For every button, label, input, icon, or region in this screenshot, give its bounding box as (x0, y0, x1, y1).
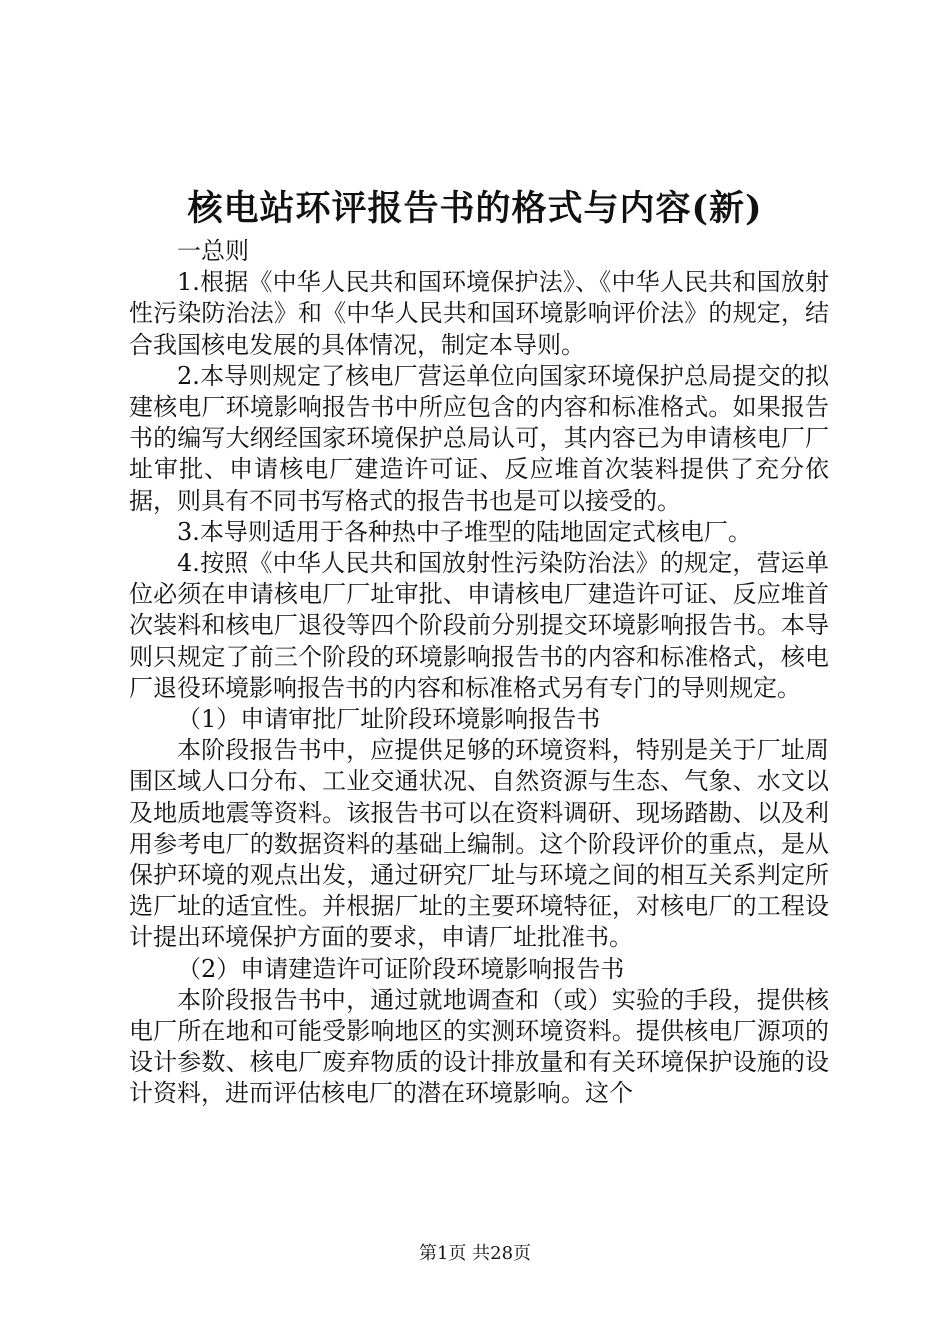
subheading-construction-permit: （2）申请建造许可证阶段环境影响报告书 (177, 954, 625, 983)
document-title: 核电站环评报告书的格式与内容(新) (187, 188, 763, 229)
paragraph-4: 4.按照《中华人民共和国放射性污染防治法》的规定，营运单位必须在申请核电厂厂址审批、申请核电厂建造许可证、反应堆首次装料和核电厂退役等四个阶段前分别提交环境影响报告书。本导则只规定了前三个阶段的环境影响报告书的内容和标准格式，核电厂退役环境影响报告书的内容和标准格式另有专门的导则规定。 (129, 549, 829, 702)
paragraph-3: 3.本导则适用于各种热中子堆型的陆地固定式核电厂。 (177, 517, 752, 546)
paragraph-1: 1.根据《中华人民共和国环境保护法》、《中华人民共和国放射性污染防治法》和《中华人民共和国环境影响评价法》的规定，结合我国核电发展的具体情况，制定本导则。 (129, 268, 829, 359)
paragraph-site-approval: 本阶段报告书中，应提供足够的环境资料，特别是关于厂址周围区域人口分布、工业交通状况、自然资源与生态、气象、水文以及地质地震等资料。该报告书可以在资料调研、现场踏勘、以及利用参考电厂的数据资料的基础上编制。这个阶段评价的重点，是从保护环境的观点出发，通过研究厂址与环境之间的相互关系判定所选厂址的适宜性。并根据厂址的主要环境特征，对核电厂的工程设计提出环境保护方面的要求，申请厂址批准书。 (129, 736, 829, 952)
document-body (129, 236, 829, 1110)
subheading-site-approval: （1）申请审批厂址阶段环境影响报告书 (177, 705, 601, 734)
paragraph-2: 2.本导则规定了核电厂营运单位向国家环境保护总局提交的拟建核电厂环境影响报告书中所应包含的内容和标准格式。如果报告书的编写大纲经国家环境保护总局认可，其内容已为申请核电厂厂址审批、申请核电厂建造许可证、反应堆首次装料提供了充分依据，则具有不同书写格式的报告书也是可以接受的。 (129, 361, 829, 515)
paragraph-construction-permit: 本阶段报告书中，通过就地调查和（或）实验的手段，提供核电厂所在地和可能受影响地区的实测环境资料。提供核电厂源项的设计参数、核电厂废弃物质的设计排放量和有关环境保护设施的设计资料，进而评估核电厂的潜在环境影响。这个 (129, 985, 829, 1108)
page-number-footer: 第1页 共28页 (418, 1243, 532, 1264)
section-heading-general: 一总则 (177, 237, 249, 265)
